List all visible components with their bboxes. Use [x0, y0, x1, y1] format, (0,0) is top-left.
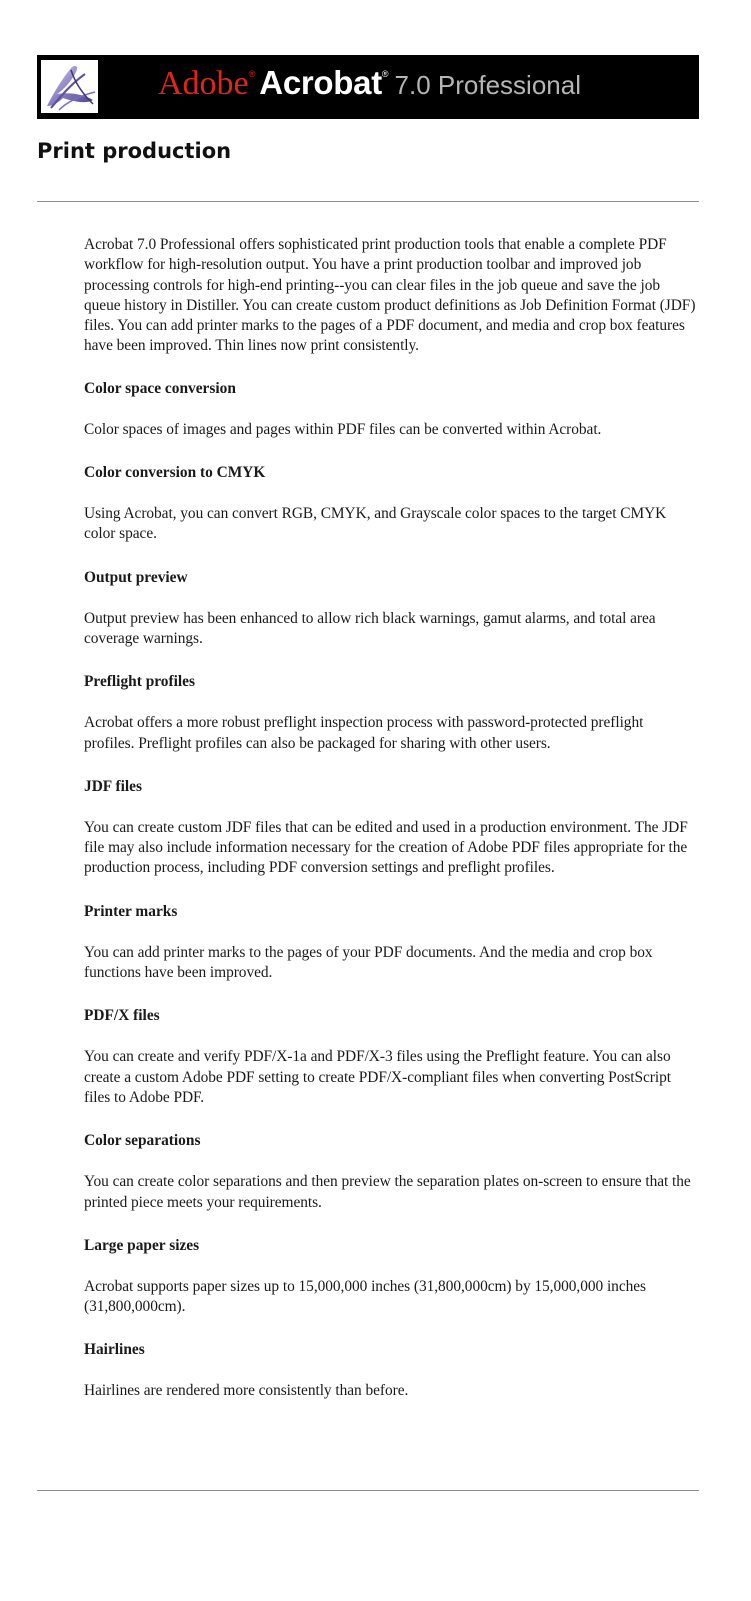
section-body: Color spaces of images and pages within PDF files can be converted within Acrobat.: [84, 420, 602, 438]
section-body: Using Acrobat, you can convert RGB, CMYK, and Grayscale color spaces to the target CMYK color space.: [84, 505, 667, 543]
section-heading: Output preview: [84, 568, 188, 586]
section-body: You can create and verify PDF/X-1a and PDF/X-3 files using the Preflight feature. You can also create a custom Adobe PDF setting to create PDF/X-compliant files when converting PostScript files to Adobe PDF.: [84, 1048, 671, 1106]
section-body: You can create custom JDF files that can be edited and used in a production environment. The JDF file may also include information necessary for the creation of Adobe PDF files appropriate for the production process, including PDF conversion settings and preflight profiles.: [84, 818, 688, 877]
intro-paragraph: Acrobat 7.0 Professional offers sophisticated print production tools that enable a complete PDF workflow for high-resolution output. You have a print production toolbar and improved job processing controls for high-end printing--you can clear files in the job queue and save the job queue history in Distiller. You can create custom product definitions as Job Definition Format (JDF) files. You can add printer marks to the pages of a PDF document, and media and crop box features have been improved. Thin lines now print consistently.: [84, 236, 696, 355]
section-heading: Color space conversion: [84, 379, 236, 397]
top-divider: [37, 201, 699, 202]
section-body: Acrobat supports paper sizes up to 15,000,000 inches (31,800,000cm) by 15,000,000 inches (31,800,000cm).: [84, 1277, 646, 1316]
section-heading: Color separations: [84, 1132, 201, 1150]
acrobat-product-name: Acrobat: [259, 64, 382, 101]
product-version: 7.0 Professional: [394, 70, 581, 100]
section-heading: PDF/X files: [84, 1007, 160, 1025]
adobe-brand: Adobe: [158, 65, 249, 102]
product-wordmark: [158, 66, 581, 101]
section-heading: Color conversion to CMYK: [84, 464, 266, 482]
page-title: Print production: [37, 139, 232, 163]
section-heading: Preflight profiles: [84, 673, 195, 691]
section-body: Acrobat offers a more robust preflight inspection process with password-protected preflight profiles. Preflight profiles can also be packaged for sharing with other users.: [84, 714, 644, 752]
section-heading: Printer marks: [84, 902, 178, 920]
acrobat-logo-icon: [41, 60, 98, 113]
section-body: You can create color separations and then preview the separation plates on-screen to ensure that the printed piece meets your requirements.: [84, 1173, 691, 1211]
product-registered-mark: ®: [381, 69, 389, 79]
section-heading: Large paper sizes: [84, 1236, 200, 1254]
section-heading: Hairlines: [84, 1341, 145, 1359]
section-body: Hairlines are rendered more consistently than before.: [84, 1382, 409, 1400]
brand-registered-mark: ®: [248, 69, 256, 79]
section-body: You can add printer marks to the pages of your PDF documents. And the media and crop box functions have been improved.: [84, 943, 653, 982]
bottom-divider: [37, 1490, 699, 1491]
article-content: [84, 235, 696, 1424]
section-heading: JDF files: [84, 777, 142, 795]
product-banner: [37, 55, 699, 119]
section-body: Output preview has been enhanced to allow rich black warnings, gamut alarms, and total area coverage warnings.: [84, 609, 656, 647]
